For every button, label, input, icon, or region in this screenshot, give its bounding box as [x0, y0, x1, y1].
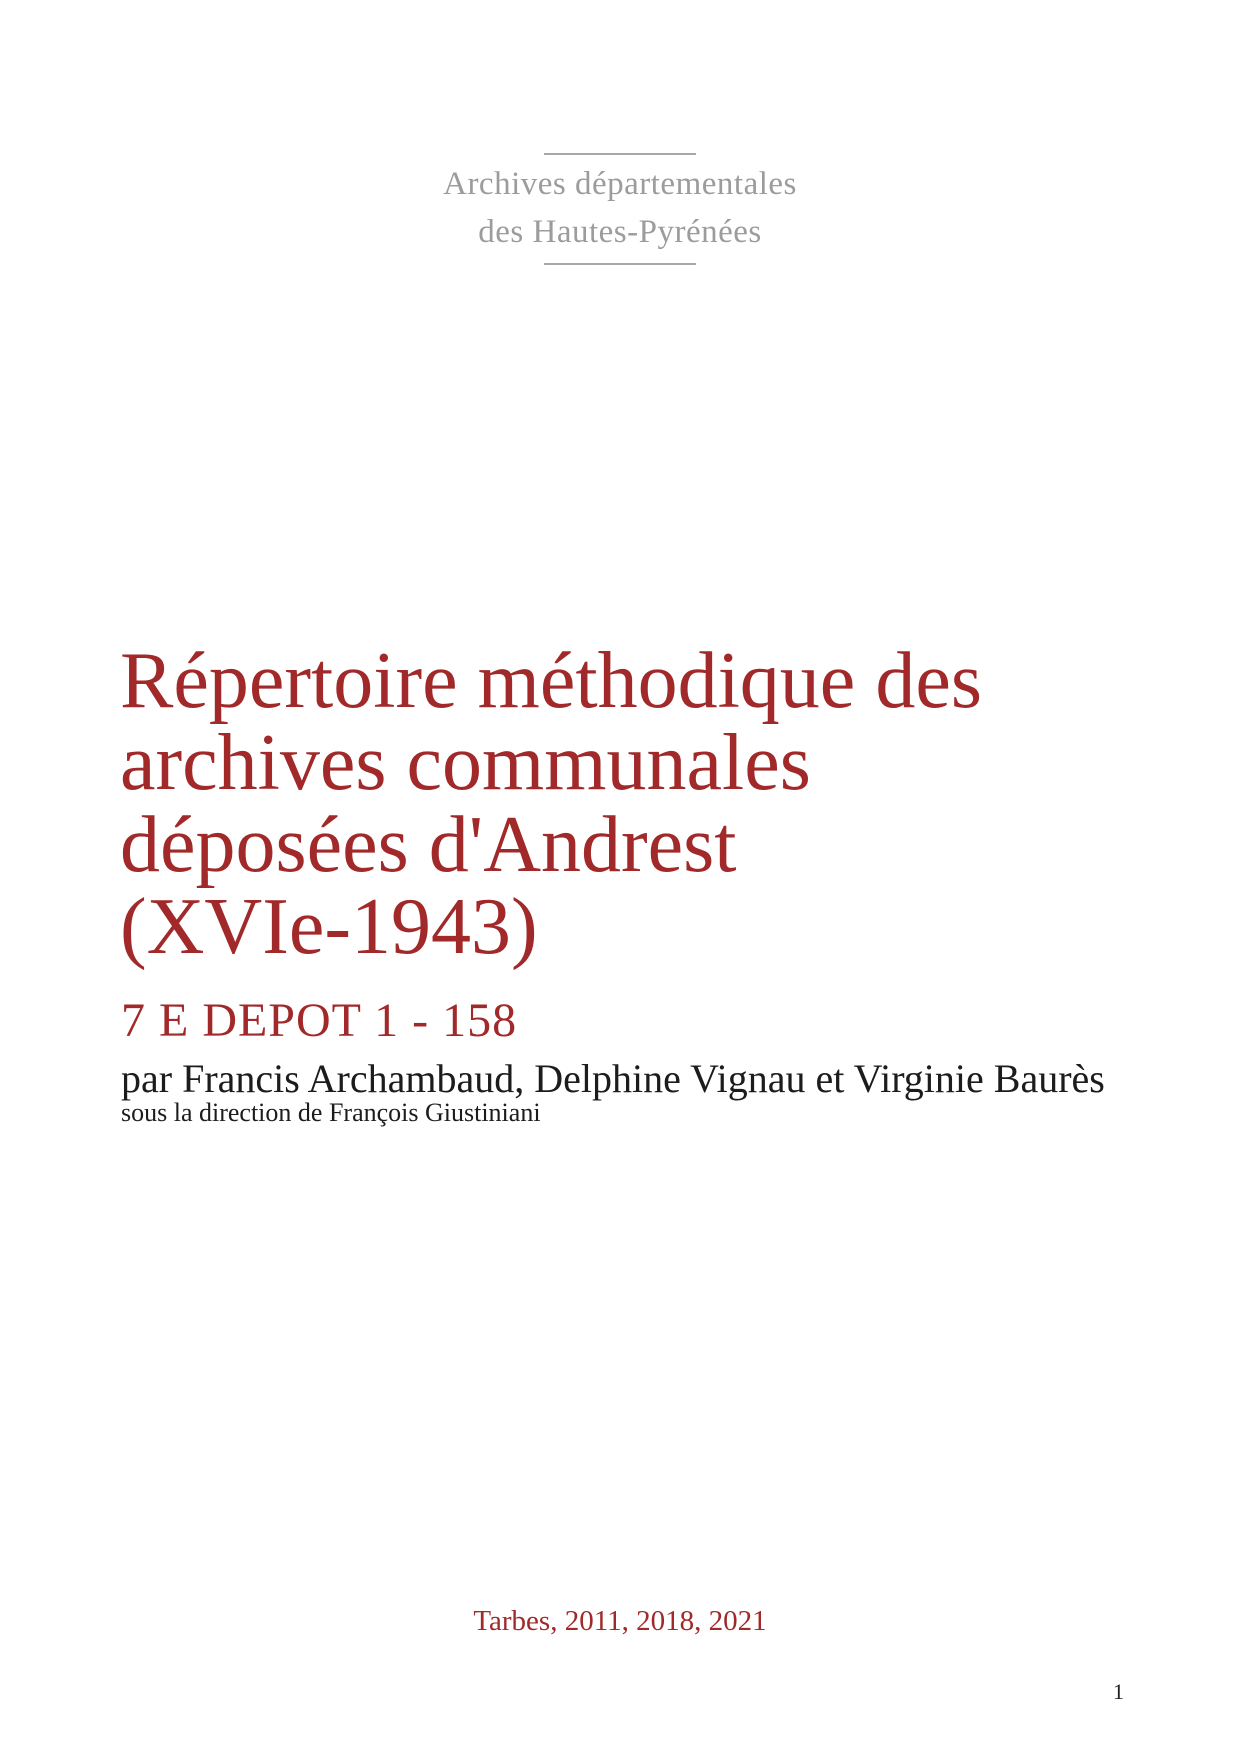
- institution-name-line2: des Hautes-Pyrénées: [478, 214, 762, 250]
- institution-name-line1: Archives départementales: [443, 166, 797, 202]
- authors-line: par Francis Archambaud, Delphine Vignau et Virginie Baurès: [121, 1056, 1105, 1101]
- document-title-line-2: archives communales: [120, 719, 811, 807]
- page-number: 1: [1113, 1679, 1124, 1704]
- header-bottom-rule: [544, 263, 696, 265]
- document-title-line-1: Répertoire méthodique des: [120, 637, 982, 725]
- document-title-line-4: (XVIe-1943): [120, 883, 538, 971]
- institution-name: [0, 160, 1240, 256]
- header-top-rule: [544, 153, 696, 155]
- document-title-line-3: déposées d'Andrest: [120, 801, 737, 889]
- cote-reference: 7 E DEPOT 1 - 158: [121, 994, 518, 1047]
- document-title: [120, 637, 982, 971]
- direction-line: sous la direction de François Giustiniani: [121, 1098, 541, 1127]
- imprint-line: Tarbes, 2011, 2018, 2021: [473, 1605, 767, 1637]
